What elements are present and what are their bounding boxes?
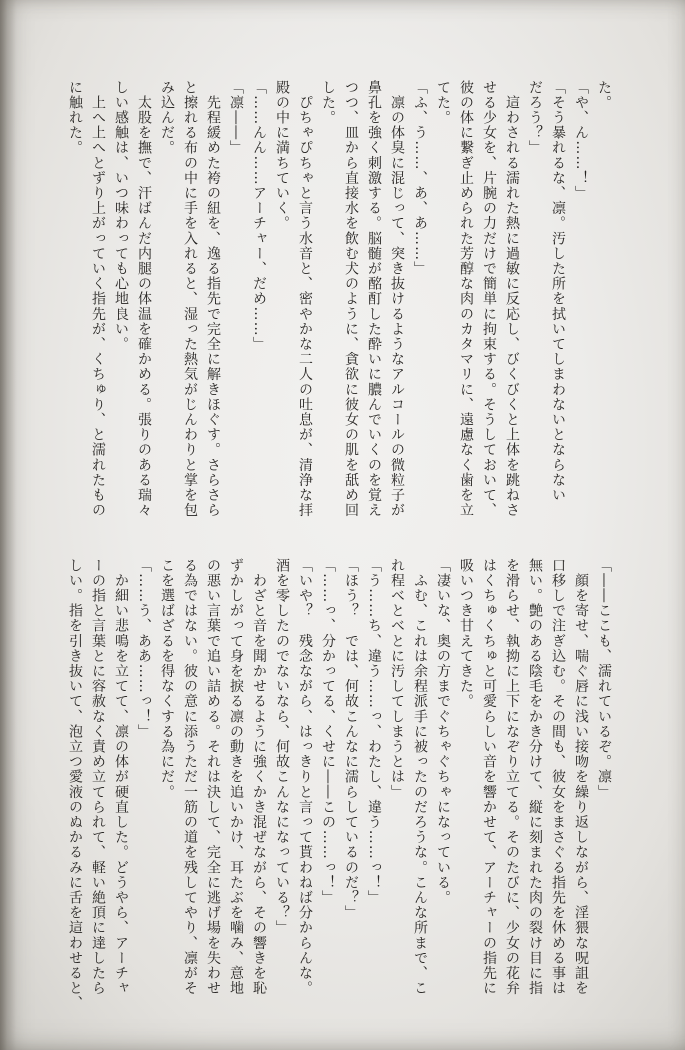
- text-line: ぴちゃぴちゃと言う水音と、密やかな二人の吐息が、清浄な拝: [297, 80, 313, 518]
- text-line: る為ではない。彼の意に添うただ一筋の道を残してやり、凛がそ: [182, 558, 198, 996]
- text-line: ずかしがって身を捩る凛の動きを追いかけ、耳たぶを噛み、意地: [228, 558, 244, 996]
- text-line: 「ふ、う……、あ、あ……」: [412, 80, 428, 277]
- text-line: 無い。艶のある陰毛をかき分けて、縦に刻まれた肉の裂け目に指: [527, 558, 543, 996]
- text-line: 「いや？ 残念ながら、はっきりと言って貰わねば分からんな。: [297, 558, 313, 996]
- text-line: しい感触は、いつ味わっても心地良い。: [113, 80, 129, 352]
- page-spine-shadow: [0, 0, 16, 1050]
- text-line: こを選ばざるを得なくする為にだ。: [159, 558, 175, 800]
- text-line: 「そう暴れるな、凛。汚した所を拭いてしまわないとならない: [550, 80, 566, 503]
- text-line: つつ、皿から直接水を飲む犬のように、貪欲に彼女の肌を舐め回: [343, 80, 359, 518]
- text-line: しい。指を引き抜いて、泡立つ愛液のぬかるみに舌を這わせると、: [67, 558, 83, 1011]
- text-line: 鼻孔を強く刺激する。脳髄が酩酊した酔いに膿んでいくのを覚え: [366, 80, 382, 518]
- text-line: た。: [596, 80, 612, 111]
- text-line: を滑らせ、執拗に上下になぞり立てる。そのたびに、少女の花弁: [504, 558, 520, 996]
- text-line: 這わされる濡れた熱に過敏に反応し、びくびくと上体を跳ねさ: [504, 80, 520, 518]
- text-line: せる少女を、片腕の力だけで簡単に拘束する。そうしておいて、: [481, 80, 497, 518]
- text-line: 「――ここも、濡れているぞ。凛」: [596, 558, 612, 800]
- text-line: した。: [320, 80, 336, 126]
- text-line: 上へ上へとずり上がっていく指先が、くちゅり、と濡れたもの: [90, 80, 106, 518]
- text-line: ーの指と言葉とに容赦なく責め立てられて、軽い絶頂に達したら: [90, 558, 106, 996]
- text-line: 先程緩めた袴の紐を、逸る指先で完全に解きほぐす。さらさら: [205, 80, 221, 518]
- text-line: か細い悲鳴を立てて、凛の体が硬直した。どうやら、アーチャ: [113, 558, 129, 996]
- text-line: と擦れる布の中に手を入れると、湿った熱気がじんわりと掌を包: [182, 80, 198, 518]
- text-line: てた。: [435, 80, 451, 126]
- text-line: 「……っ、分かってる、くせに――この……っ！」: [320, 558, 336, 906]
- text-line: 「や、ん……！」: [573, 80, 589, 201]
- text-line: 「……う、ああ……っ！」: [136, 558, 152, 740]
- text-line: 吸いつき甘えてきた。: [458, 558, 474, 709]
- text-line: に触れた。: [67, 80, 83, 156]
- text-line: 「……んん……アーチャー、だめ……」: [251, 80, 267, 352]
- text-line: だろう？」: [527, 80, 543, 156]
- text-line: 殿の中に満ちていく。: [274, 80, 290, 231]
- bottom-text-block: [55, 558, 615, 1010]
- text-line: ふむ、これは余程派手に被ったのだろうな。こんな所まで、こ: [412, 558, 428, 996]
- text-line: 彼の体に繋ぎ止められた芳醇な肉のカタマリに、遠慮なく歯を立: [458, 80, 474, 518]
- text-line: み込んだ。: [159, 80, 175, 156]
- text-line: 酒を零したのでないなら、何故こんなになっている？」: [274, 558, 290, 936]
- text-line: 「凛――」: [228, 80, 244, 156]
- text-line: 凛の体臭に混じって、突き抜けるようなアルコールの微粒子が: [389, 80, 405, 518]
- text-line: 太股を撫で、汗ばんだ内腿の体温を確かめる。張りのある瑞々: [136, 80, 152, 518]
- text-line: 「凄いな、奥の方までぐちゃぐちゃになっている。: [435, 558, 451, 906]
- text-line: わざと音を聞かせるように強くかき混ぜながら、その響きを恥: [251, 558, 267, 996]
- text-line: 「う……ち、違う……っ、わたし、違う……っ！」: [366, 558, 382, 906]
- text-line: れ程べとべとに汚してしまうとは」: [389, 558, 405, 800]
- text-line: 顔を寄せ、喘ぐ唇に浅い接吻を繰り返しながら、淫猥な呪詛を: [573, 558, 589, 996]
- text-line: 「ほう？ では、何故こんなに濡らしているのだ？」: [343, 558, 359, 921]
- text-line: はくちゅくちゅと可愛らしい音を響かせて、アーチャーの指先に: [481, 558, 497, 996]
- top-text-block: [55, 80, 615, 518]
- text-line: の悪い言葉で追い詰める。それは決して、完全に逃げ場を失わせ: [205, 558, 221, 996]
- text-line: 口移しで注ぎ込む。その間も、彼女をまさぐる指先を休める事は: [550, 558, 566, 996]
